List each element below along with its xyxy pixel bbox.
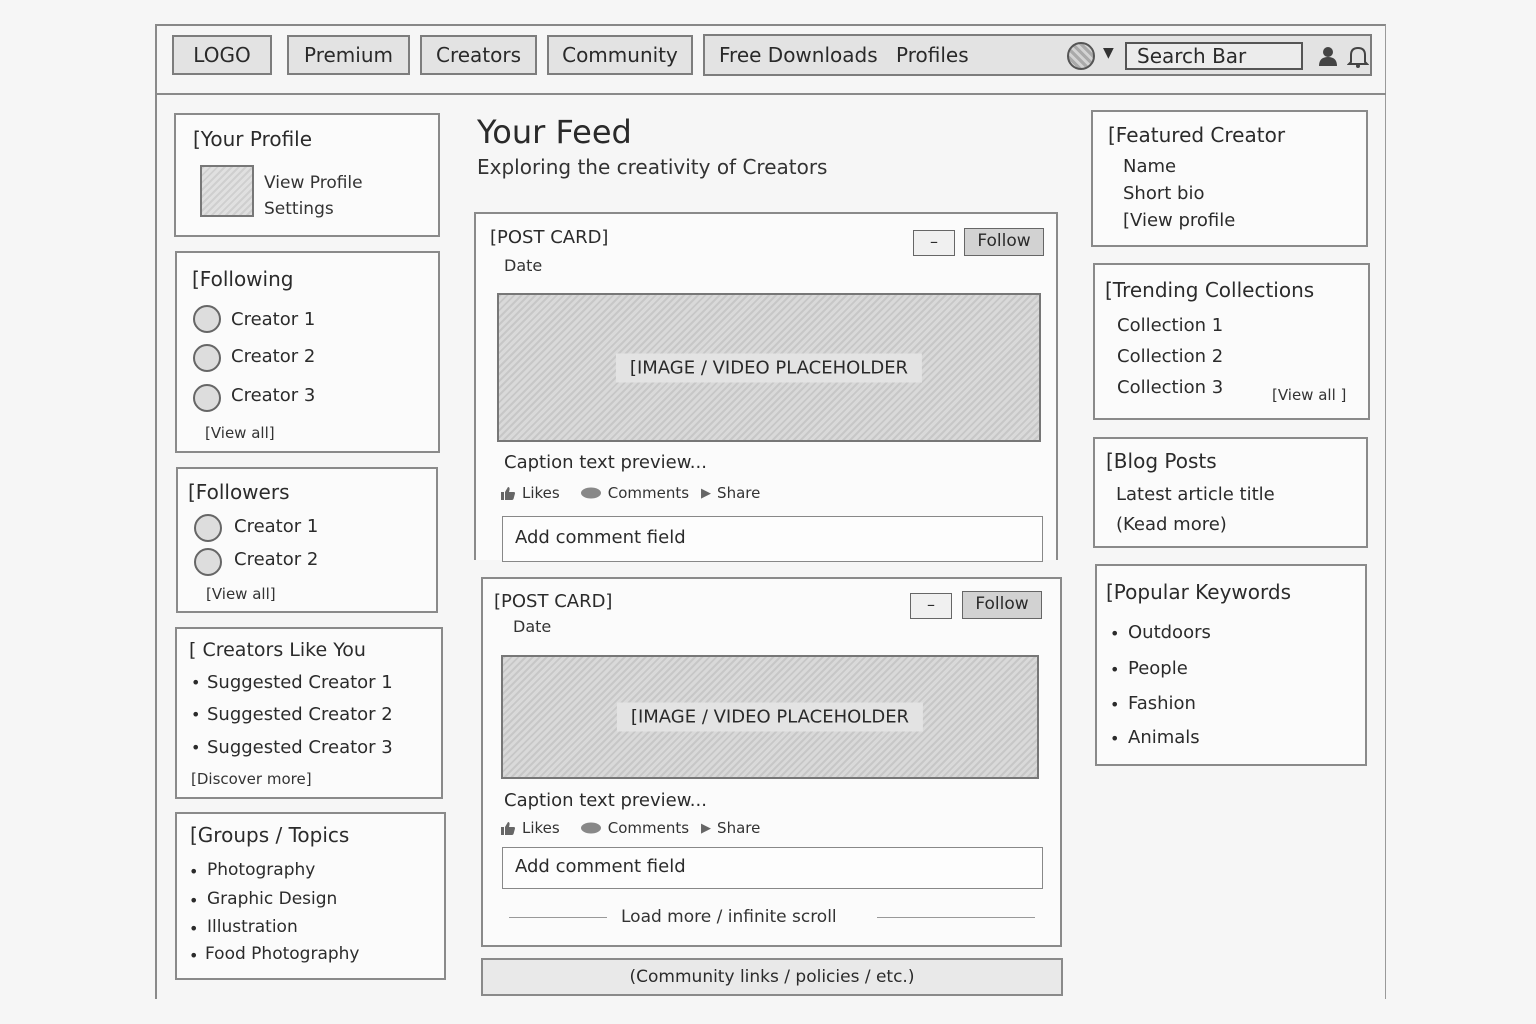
followers-title: [Followers [188, 480, 290, 504]
page-subtitle: Exploring the creativity of Creators [477, 155, 828, 179]
page-title: Your Feed [477, 113, 632, 151]
comment-icon[interactable] [580, 822, 602, 835]
media-placeholder-label: [IMAGE / VIDEO PLACEHOLDER [617, 703, 923, 732]
bullet: • [189, 946, 199, 965]
nav-profiles[interactable]: Profiles [896, 43, 969, 67]
group-item-1[interactable]: Photography [207, 860, 316, 880]
chevron-down-icon[interactable]: ▼ [1103, 45, 1114, 61]
discover-more-link[interactable]: [Discover more] [191, 770, 312, 788]
share-icon[interactable]: ▶ [701, 820, 712, 836]
collapse-button[interactable]: – [910, 593, 952, 619]
globe-icon[interactable] [1067, 42, 1095, 70]
creator-avatar-icon [193, 344, 221, 372]
followers-item-2[interactable]: Creator 2 [234, 549, 319, 570]
creators-like-you-panel [175, 627, 443, 799]
following-item-3[interactable]: Creator 3 [231, 385, 316, 406]
view-profile-link[interactable]: View Profile [264, 173, 363, 193]
header-divider [157, 93, 1386, 95]
group-item-3[interactable]: Illustration [207, 917, 298, 937]
group-item-4[interactable]: Food Photography [205, 944, 360, 964]
bullet: • [189, 891, 199, 910]
blog-posts-panel [1093, 437, 1368, 548]
bell-icon[interactable] [1347, 44, 1369, 68]
featured-creator-view-link[interactable]: [View profile [1123, 210, 1236, 231]
comments-label[interactable]: Comments [607, 484, 690, 502]
nav-premium[interactable]: Premium [287, 35, 410, 75]
post-actions [500, 819, 760, 837]
avatar[interactable] [200, 165, 254, 217]
suggested-creator-3[interactable]: Suggested Creator 3 [207, 737, 393, 758]
trending-collections-panel [1093, 263, 1370, 420]
trending-title: [Trending Collections [1105, 278, 1315, 302]
follow-button[interactable]: Follow [964, 228, 1044, 256]
following-item-1[interactable]: Creator 1 [231, 309, 316, 330]
creator-avatar-icon [194, 514, 222, 542]
following-panel [175, 251, 440, 453]
followers-item-1[interactable]: Creator 1 [234, 516, 319, 537]
suggested-creator-2[interactable]: Suggested Creator 2 [207, 704, 393, 725]
divider [509, 917, 607, 918]
nav-community[interactable]: Community [547, 35, 693, 75]
load-more-link[interactable]: Load more / infinite scroll [621, 907, 837, 927]
followers-view-all[interactable]: [View all] [206, 585, 276, 603]
keyword-item-3[interactable]: Fashion [1128, 693, 1196, 714]
group-item-2[interactable]: Graphic Design [207, 889, 338, 909]
logo[interactable]: LOGO [172, 35, 272, 75]
bullet: • [1110, 695, 1120, 714]
share-icon[interactable]: ▶ [701, 485, 712, 501]
collapse-button[interactable]: – [913, 230, 955, 256]
bullet: • [191, 705, 201, 724]
settings-link[interactable]: Settings [264, 199, 334, 219]
featured-creator-bio: Short bio [1123, 183, 1205, 204]
trending-view-all[interactable]: [View all ] [1272, 386, 1347, 404]
user-icon[interactable] [1317, 45, 1339, 67]
post-actions [500, 484, 760, 502]
post-card [474, 212, 1058, 560]
post-card-title: [POST CARD] [494, 591, 613, 612]
post-caption: Caption text preview... [504, 452, 707, 473]
nav-free-downloads[interactable]: Free Downloads [719, 43, 878, 67]
like-icon[interactable] [500, 821, 516, 836]
media-placeholder[interactable] [501, 655, 1039, 779]
blog-read-more[interactable]: (Kead more) [1116, 514, 1227, 535]
likes-label[interactable]: Likes [522, 819, 560, 837]
search-input[interactable]: Search Bar [1125, 42, 1303, 70]
share-label[interactable]: Share [717, 819, 761, 837]
collection-item-3[interactable]: Collection 3 [1117, 377, 1224, 398]
blog-latest-article[interactable]: Latest article title [1116, 484, 1275, 505]
post-date: Date [513, 617, 552, 636]
comment-input[interactable]: Add comment field [502, 847, 1043, 889]
comment-input[interactable]: Add comment field [502, 516, 1043, 562]
follow-button[interactable]: Follow [962, 591, 1042, 619]
media-placeholder-label: [IMAGE / VIDEO PLACEHOLDER [616, 353, 922, 382]
collection-item-2[interactable]: Collection 2 [1117, 346, 1224, 367]
post-date: Date [504, 256, 543, 275]
creators-like-you-title: [ Creators Like You [189, 639, 366, 661]
profile-title: [Your Profile [193, 127, 313, 151]
nav-creators[interactable]: Creators [420, 35, 537, 75]
media-placeholder[interactable] [497, 293, 1041, 442]
share-label[interactable]: Share [717, 484, 761, 502]
divider [877, 917, 1035, 918]
popular-keywords-panel [1095, 564, 1367, 766]
post-card [481, 577, 1062, 947]
comments-label[interactable]: Comments [607, 819, 690, 837]
post-card-title: [POST CARD] [490, 227, 609, 248]
bullet: • [1110, 660, 1120, 679]
blog-title: [Blog Posts [1106, 449, 1217, 473]
nav-right-group [703, 34, 1372, 76]
footer-links[interactable]: (Community links / policies / etc.) [481, 958, 1063, 996]
bullet: • [191, 738, 201, 757]
bullet: • [1110, 624, 1120, 643]
featured-creator-name: Name [1123, 156, 1177, 177]
keyword-item-2[interactable]: People [1128, 658, 1188, 679]
post-caption: Caption text preview... [504, 790, 707, 811]
creator-avatar-icon [193, 384, 221, 412]
suggested-creator-1[interactable]: Suggested Creator 1 [207, 672, 393, 693]
groups-panel [175, 812, 446, 980]
bullet: • [189, 862, 199, 881]
likes-label[interactable]: Likes [522, 484, 560, 502]
following-view-all[interactable]: [View all] [205, 424, 275, 442]
following-title: [Following [192, 267, 294, 291]
collection-item-1[interactable]: Collection 1 [1117, 315, 1224, 336]
creator-avatar-icon [193, 305, 221, 333]
profile-panel [174, 113, 440, 237]
keyword-item-1[interactable]: Outdoors [1128, 622, 1211, 643]
bullet: • [191, 673, 201, 692]
keywords-title: [Popular Keywords [1106, 580, 1291, 604]
keyword-item-4[interactable]: Animals [1128, 727, 1200, 748]
featured-creator-title: [Featured Creator [1108, 123, 1286, 147]
comment-icon[interactable] [580, 487, 602, 500]
like-icon[interactable] [500, 486, 516, 501]
following-item-2[interactable]: Creator 2 [231, 346, 316, 367]
creator-avatar-icon [194, 548, 222, 576]
featured-creator-panel [1091, 110, 1368, 247]
bullet: • [189, 919, 199, 938]
followers-panel [176, 467, 438, 613]
bullet: • [1110, 729, 1120, 748]
groups-title: [Groups / Topics [190, 823, 350, 847]
